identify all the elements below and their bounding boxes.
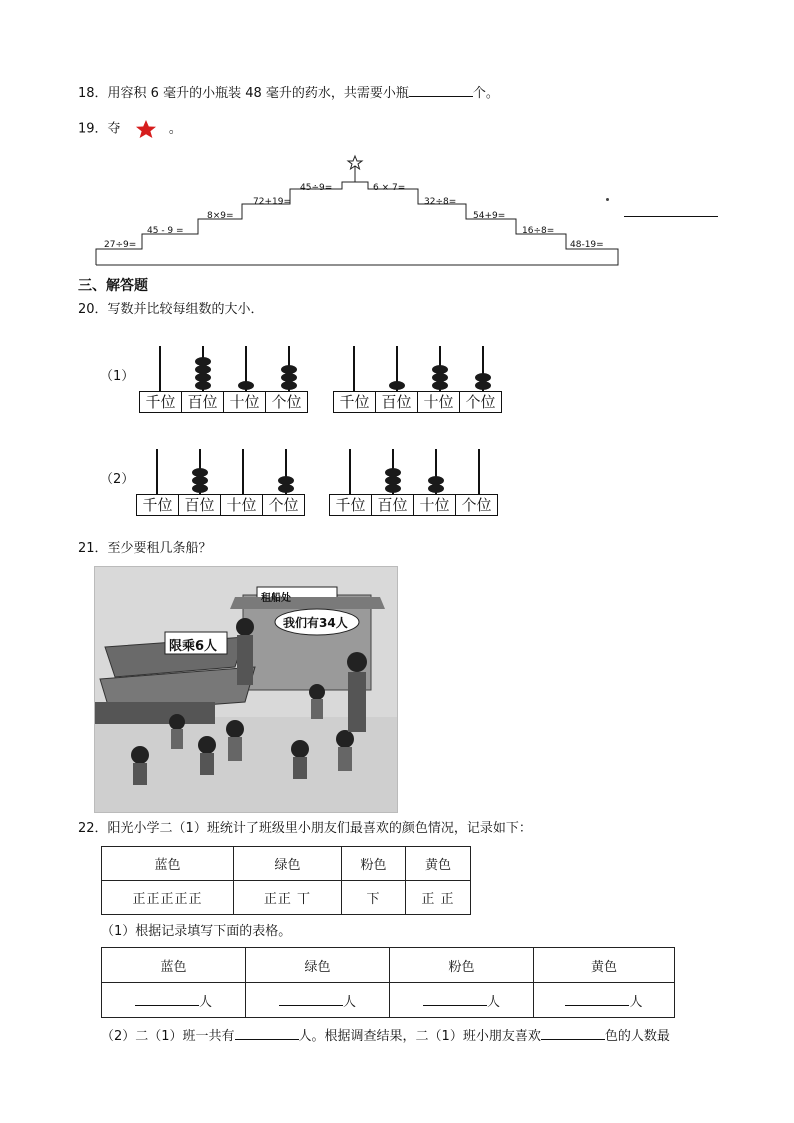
- count-blank-pink[interactable]: [423, 993, 487, 1006]
- tally-pink: 下: [342, 881, 406, 915]
- tally-blue: 正正正正正: [102, 881, 234, 915]
- tally-header-green: 绿色: [234, 847, 342, 881]
- unit-label: 人: [486, 994, 500, 1010]
- place-label: 百位: [372, 495, 414, 515]
- place-label: 百位: [376, 392, 418, 412]
- abacus-bead: [195, 365, 211, 374]
- q22-sub2-b: 人。根据调查结果，二（1）班小朋友喜欢: [298, 1029, 541, 1044]
- boat-sign-capacity: 限乘6人: [169, 639, 218, 654]
- abacus-rod: [478, 449, 480, 494]
- abacus-rod: [353, 346, 355, 391]
- q18-text-after: 个。: [472, 86, 499, 101]
- tally-header-blue: 蓝色: [102, 847, 234, 881]
- count-cell-blue[interactable]: [102, 983, 246, 1018]
- q18-answer-blank[interactable]: [409, 84, 473, 97]
- count-header-pink: 粉色: [390, 948, 534, 983]
- place-label: 个位: [465, 393, 496, 411]
- abacus-bead: [428, 476, 444, 485]
- dot-mark: [606, 198, 609, 201]
- count-blank-yellow[interactable]: [565, 993, 629, 1006]
- abacus-bead: [195, 373, 211, 382]
- q22-total-blank[interactable]: [235, 1027, 299, 1040]
- abacus-bead: [281, 373, 297, 382]
- place-label: 十位: [418, 392, 460, 412]
- stair-label-10: 48-19=: [570, 240, 604, 250]
- abacus-bead: [195, 357, 211, 366]
- abacus-bead: [475, 373, 491, 382]
- red-star-icon: [135, 120, 157, 138]
- place-label: 百位: [182, 392, 224, 412]
- question-18: [78, 84, 499, 102]
- abacus-bead: [192, 476, 208, 485]
- abacus-bead: [238, 381, 254, 390]
- place-label: 千位: [137, 495, 179, 515]
- question-21: 21．至少要租几条船？: [78, 541, 212, 556]
- q22-sub2-a: （2）二（1）班一共有: [101, 1029, 235, 1044]
- count-cell-green[interactable]: [246, 983, 390, 1018]
- boat-rental-illustration: [94, 566, 398, 813]
- unit-label: 人: [342, 994, 356, 1010]
- question-19: [78, 120, 182, 138]
- abacus-bead: [475, 381, 491, 390]
- stair-label-6: 6 × 7=: [373, 183, 406, 193]
- stair-label-4: 72+19=: [253, 197, 291, 207]
- abacus-rod: [159, 346, 161, 391]
- q20-part-2-label: （2）: [100, 472, 135, 487]
- count-cell-yellow[interactable]: [534, 983, 675, 1018]
- place-label: 十位: [224, 392, 266, 412]
- place-label: 个位: [271, 393, 302, 411]
- abacus-2-place-labels: [333, 391, 502, 413]
- abacus-3-place-labels: [136, 494, 305, 516]
- count-blank-blue[interactable]: [135, 993, 199, 1006]
- abacus-bead: [281, 365, 297, 374]
- stair-label-5: 45÷9=: [300, 183, 333, 193]
- abacus-bead: [432, 381, 448, 390]
- q19-period: 。: [168, 121, 182, 137]
- stair-label-7: 32÷8=: [424, 197, 457, 207]
- place-label: 个位: [268, 496, 299, 514]
- section-title: 三、解答题: [78, 278, 148, 294]
- place-label: 千位: [334, 392, 376, 412]
- count-header-green: 绿色: [246, 948, 390, 983]
- q22-sub2-c: 色的人数最: [604, 1029, 670, 1044]
- tally-table: [101, 846, 471, 915]
- question-22: 22．阳光小学二（1）班统计了班级里小朋友们最喜欢的颜色情况，记录如下：: [78, 821, 532, 836]
- unit-label: 人: [629, 994, 643, 1010]
- abacus-bead: [389, 381, 405, 390]
- abacus-rod: [349, 449, 351, 494]
- abacus-rod: [242, 449, 244, 494]
- abacus-4-place-labels: [329, 494, 498, 516]
- speech-bubble: 我们有34人: [283, 616, 348, 630]
- place-label: 个位: [461, 496, 492, 514]
- place-label: 千位: [330, 495, 372, 515]
- tally-yellow: 正 正: [406, 881, 471, 915]
- q20-part-1-label: （1）: [100, 369, 135, 384]
- stair-label-8: 54+9=: [473, 211, 506, 221]
- q22-color-blank[interactable]: [541, 1027, 605, 1040]
- abacus-bead: [195, 381, 211, 390]
- stair-label-1: 27÷9=: [104, 240, 137, 250]
- abacus-1-place-labels: [139, 391, 308, 413]
- stair-label-2: 45 - 9 =: [147, 226, 184, 236]
- place-label: 十位: [414, 495, 456, 515]
- abacus-bead: [432, 373, 448, 382]
- abacus-bead: [385, 484, 401, 493]
- abacus-bead: [192, 468, 208, 477]
- q19-answer-blank[interactable]: [624, 216, 718, 217]
- q19-label: 19．夺: [78, 121, 121, 137]
- abacus-bead: [428, 484, 444, 493]
- q18-text: 18．用容积 6 毫升的小瓶装 48 毫升的药水，共需要小瓶: [78, 86, 409, 101]
- tally-header-yellow: 黄色: [406, 847, 471, 881]
- abacus-rod: [156, 449, 158, 494]
- boat-sign-top: 租船处: [261, 593, 291, 604]
- question-20: 20．写数并比较每组数的大小．: [78, 302, 264, 317]
- tally-header-pink: 粉色: [342, 847, 406, 881]
- q22-sub1: （1）根据记录填写下面的表格。: [101, 924, 292, 939]
- count-header-blue: 蓝色: [102, 948, 246, 983]
- count-table: [101, 947, 675, 1018]
- count-header-yellow: 黄色: [534, 948, 675, 983]
- count-cell-pink[interactable]: [390, 983, 534, 1018]
- place-label: 十位: [221, 495, 263, 515]
- abacus-bead: [278, 484, 294, 493]
- stair-label-9: 16÷8=: [522, 226, 555, 236]
- count-blank-green[interactable]: [279, 993, 343, 1006]
- staircase-diagram: [94, 152, 624, 268]
- stair-label-3: 8×9=: [207, 211, 234, 221]
- tally-green: 正正 丅: [234, 881, 342, 915]
- abacus-bead: [281, 381, 297, 390]
- unit-label: 人: [198, 994, 212, 1010]
- abacus-bead: [385, 468, 401, 477]
- place-label: 百位: [179, 495, 221, 515]
- abacus-bead: [385, 476, 401, 485]
- abacus-bead: [192, 484, 208, 493]
- q22-sub2: [101, 1027, 670, 1045]
- abacus-bead: [432, 365, 448, 374]
- abacus-bead: [278, 476, 294, 485]
- place-label: 千位: [140, 392, 182, 412]
